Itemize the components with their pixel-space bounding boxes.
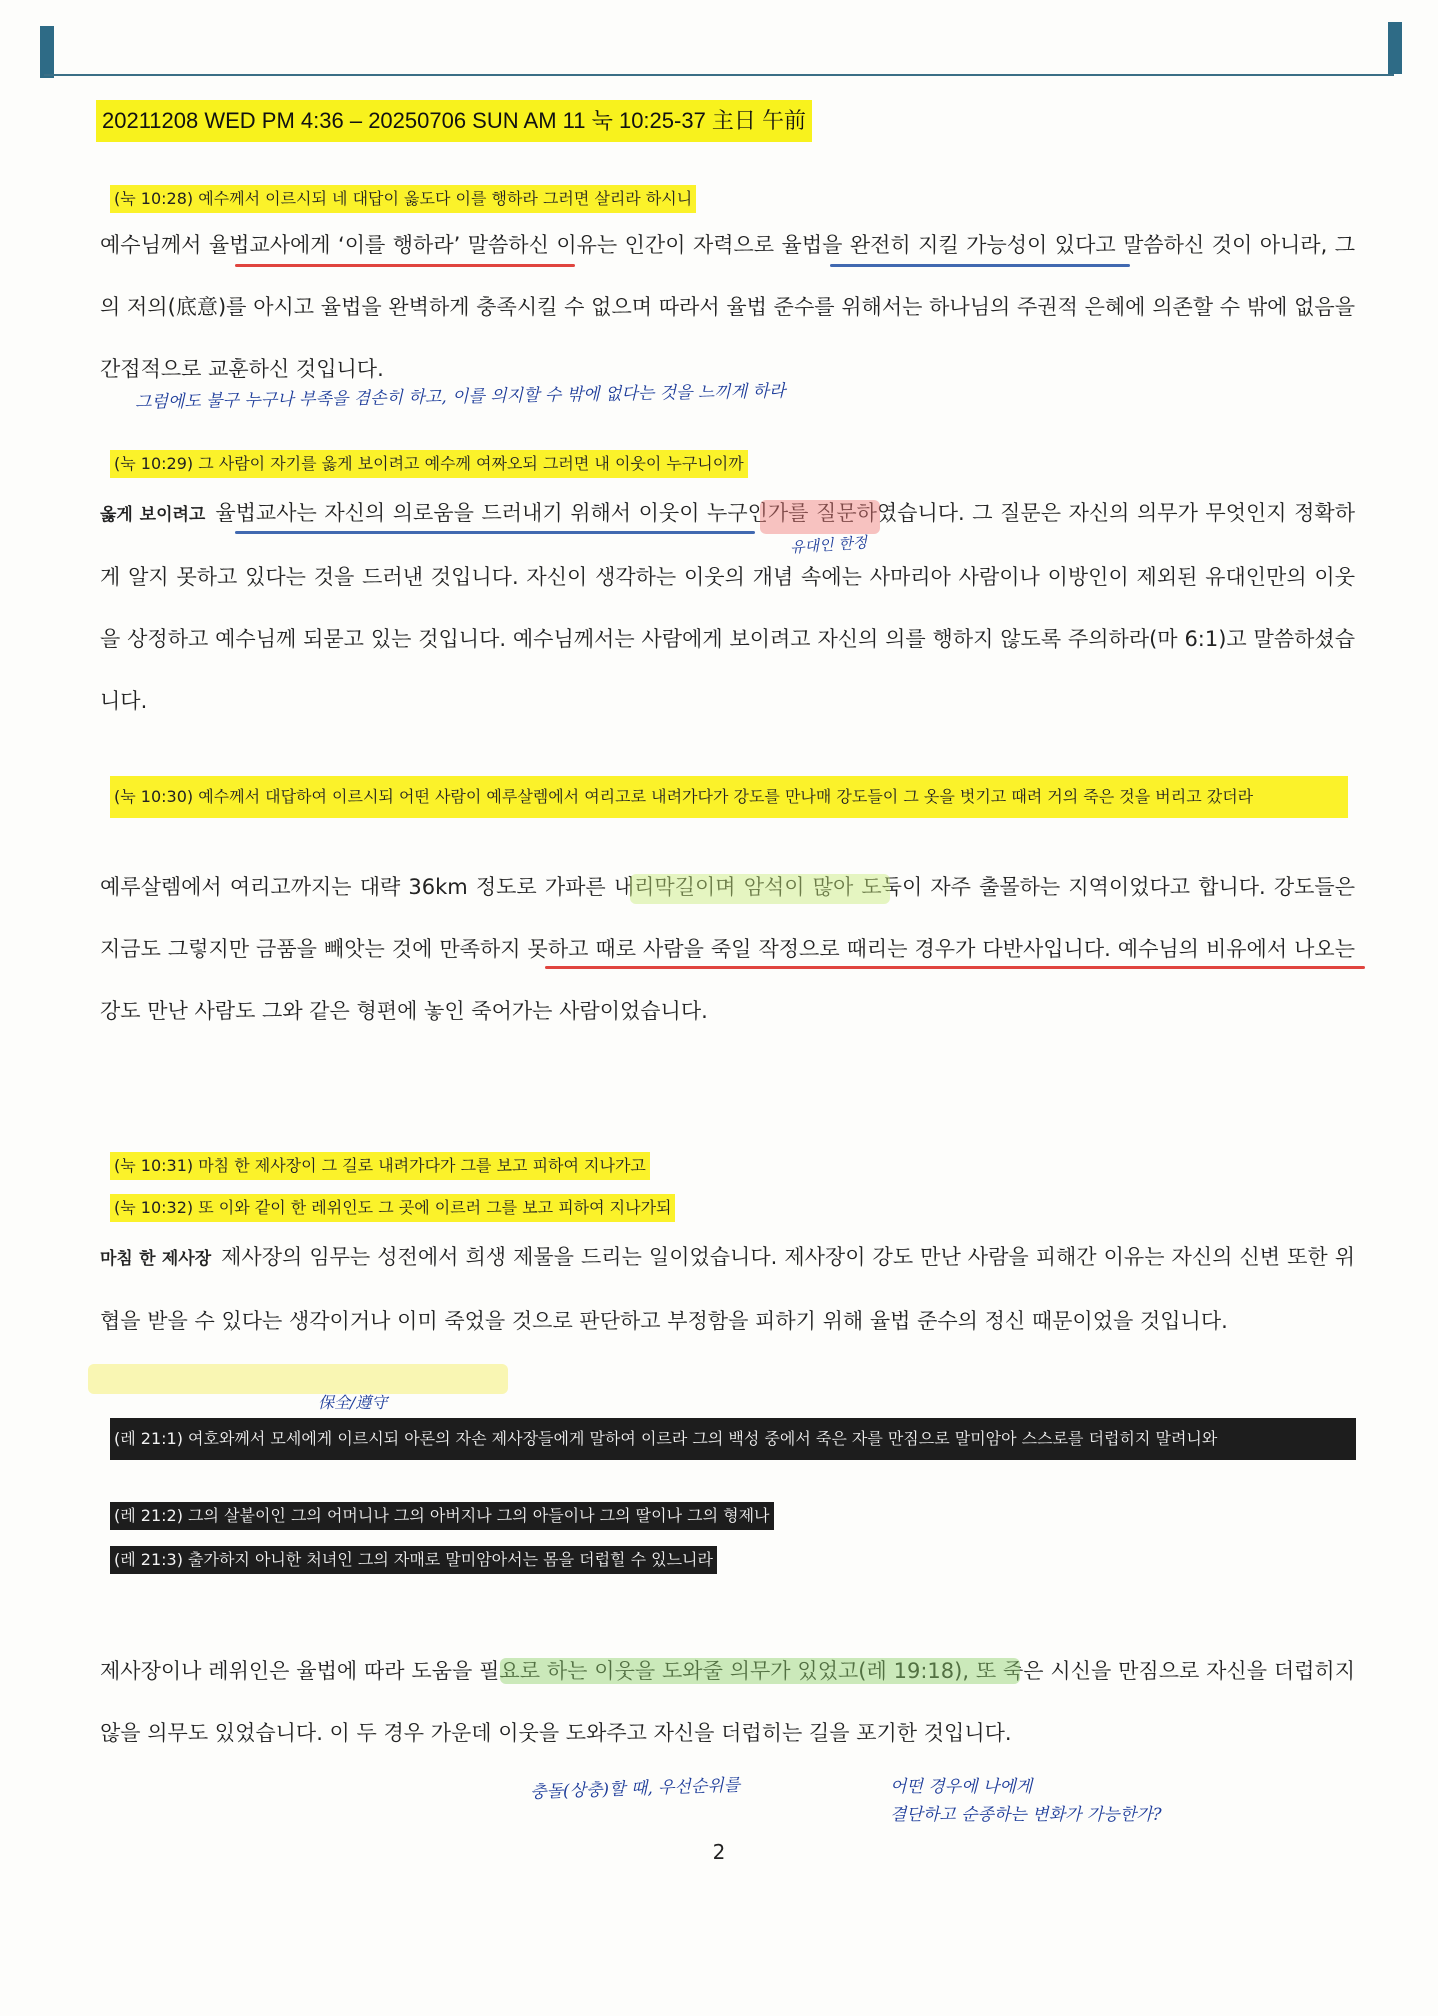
page-header-date: 20211208 WED PM 4:36 – 20250706 SUN AM 11 눅 10:25-37 主日 午前 [96, 100, 812, 142]
paragraph-1-text: 예수님께서 율법교사에게 ‘이를 행하라’ 말씀하신 이유는 인간이 자력으로 율법을 완전히 지킬 가능성이 있다고 말씀하신 것이 아니라, 그의 저의(底意)를 아시고 율법을 완벽하게 충족시킬 수 없으며 따라서 율법 준수를 위해서는 하나님의 주권적 은혜에 의존할 수 밖에 없음을 간접적으로 교훈하신 것입니다. [100, 233, 1355, 381]
paragraph-6-text: 제사장이나 레위인은 율법에 따라 도움을 필요로 하는 이웃을 도와줄 의무가 있었고(레 19:18), 또 죽은 시신을 만짐으로 자신을 더럽히지 않을 의무도 있었습니다. 이 두 경우 가운데 이웃을 도와주고 자신을 더럽히는 길을 포기한 것입니다. [100, 1659, 1355, 1745]
handwritten-note-2: 유대인 한정 [789, 533, 868, 557]
handwritten-note-3: 保全/遵守 [318, 1393, 388, 1412]
paragraph-4 [100, 1226, 1355, 1352]
left-header-bar [40, 26, 54, 78]
red-underline-3 [545, 966, 1365, 969]
yellow-highlight-1 [88, 1364, 508, 1394]
verse-luke-10-30: (눅 10:30) 예수께서 대답하여 이르시되 어떤 사람이 예루살렘에서 여리고로 내려가다가 강도를 만나매 강도들이 그 옷을 벗기고 때려 거의 죽은 것을 버리고 갔더라 [110, 776, 1348, 818]
red-highlight-neighbor [760, 500, 880, 534]
paragraph-2 [100, 482, 1355, 732]
paragraph-2-text: 율법교사는 자신의 의로움을 드러내기 위해서 이웃이 누구인가를 질문하였습니다. 그 질문은 자신의 의무가 무엇인지 정확하게 알지 못하고 있다는 것을 드러낸 것입니다. 자신이 생각하는 이웃의 개념 속에는 사마리아 사람이나 이방인이 제외된 유대인만의 이웃을 상정하고 예수님께 되묻고 있는 것입니다. 예수님께서는 사람에게 보이려고 자신의 의를 행하지 않도록 주의하라(마 6:1)고 말씀하셨습니다. [100, 501, 1355, 713]
paragraph-1 [100, 214, 1355, 400]
header-rule [44, 74, 1394, 76]
verse-leviticus-21-1: (레 21:1) 여호와께서 모세에게 이르시되 아론의 자손 제사장들에게 말하여 이르라 그의 백성 중에서 죽은 자를 만짐으로 말미암아 스스로를 더럽히지 말려니와 [110, 1418, 1356, 1460]
red-underline-1 [235, 264, 575, 267]
green-highlight-2 [500, 1658, 1020, 1684]
verse-luke-10-29: (눅 10:29) 그 사람이 자기를 옳게 보이려고 예수께 여짜오되 그러면 내 이웃이 누구니이까 [110, 450, 748, 478]
green-highlight-1 [630, 874, 890, 904]
right-header-bar [1388, 22, 1402, 74]
paragraph-4-text: 제사장의 임무는 성전에서 희생 제물을 드리는 일이었습니다. 제사장이 강도 만난 사람을 피해간 이유는 자신의 신변 또한 위협을 받을 수 있다는 생각이거나 이미 죽었을 것으로 판단하고 부정함을 피하기 위해 율법 준수의 정신 때문이었을 것입니다. [100, 1245, 1355, 1333]
verse-leviticus-21-2: (레 21:2) 그의 살붙이인 그의 어머니나 그의 아버지나 그의 아들이나 그의 딸이나 그의 형제나 [110, 1502, 774, 1530]
paragraph-3-text: 예루살렘에서 여리고까지는 대략 36km 정도로 가파른 내리막길이며 암석이 많아 도둑이 자주 출몰하는 지역이었다고 합니다. 강도들은 지금도 그렇지만 금품을 빼앗는 것에 만족하지 못하고 때로 사람을 죽일 작정으로 때리는 경우가 다반사입니다. 예수님의 비유에서 나오는 강도 만난 사람도 그와 같은 형편에 놓인 죽어가는 사람이었습니다. [100, 875, 1355, 1023]
verse-luke-10-32: (눅 10:32) 또 이와 같이 한 레위인도 그 곳에 이르러 그를 보고 피하여 지나가되 [110, 1194, 675, 1222]
blue-underline-1 [830, 264, 1130, 267]
paragraph-4-lead: 마침 한 제사장 [100, 1249, 212, 1269]
handwritten-note-5: 어떤 경우에 나에게 [890, 1777, 1033, 1797]
paragraph-2-lead: 옳게 보이려고 [100, 505, 206, 525]
handwritten-note-6: 결단하고 순종하는 변화가 가능한가? [890, 1805, 1162, 1825]
handwritten-note-1: 그럼에도 불구 누구나 부족을 겸손히 하고, 이를 의지할 수 밖에 없다는 것을 느끼게 하라 [134, 381, 786, 413]
verse-luke-10-28: (눅 10:28) 예수께서 이르시되 네 대답이 옳도다 이를 행하라 그러면 살리라 하시니 [110, 185, 696, 213]
page-number: 2 [712, 1840, 726, 1864]
verse-luke-10-31: (눅 10:31) 마침 한 제사장이 그 길로 내려가다가 그를 보고 피하여 지나가고 [110, 1152, 650, 1180]
blue-underline-2 [235, 531, 755, 534]
handwritten-note-4: 충돌(상충)할 때, 우선순위를 [529, 1775, 741, 1803]
verse-leviticus-21-3: (레 21:3) 출가하지 아니한 처녀인 그의 자매로 말미암아서는 몸을 더럽힐 수 있느니라 [110, 1546, 717, 1574]
